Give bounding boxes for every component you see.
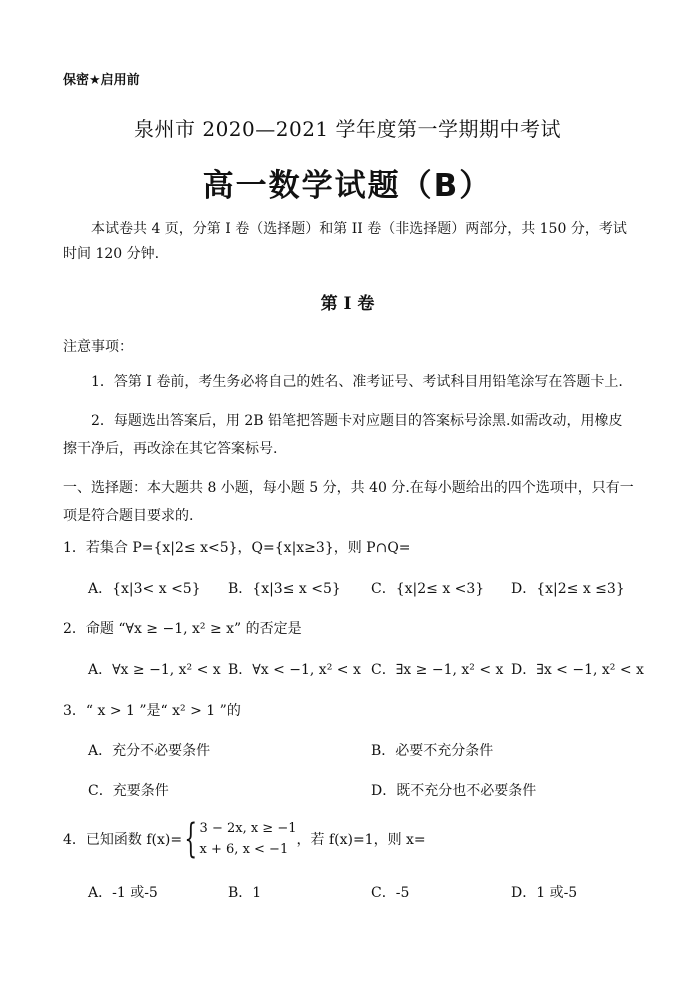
question-4-option-a: A．-1 或-5 xyxy=(88,885,158,901)
question-4-option-c: C．-5 xyxy=(371,885,410,901)
section-label: 一、选择题： xyxy=(63,480,147,496)
volume-heading: 第 I 卷 xyxy=(320,294,375,314)
confidential-label: 保密★启用前 xyxy=(63,73,140,88)
question-4-option-b: B．1 xyxy=(228,885,262,901)
piecewise-cases xyxy=(200,818,297,860)
question-3-option-b: B．必要不充分条件 xyxy=(371,743,494,759)
question-4-stem xyxy=(63,818,426,860)
question-3-option-c: C．充要条件 xyxy=(88,783,169,799)
exam-title: 高一数学试题（B） xyxy=(202,168,493,204)
notes-title: 注意事项： xyxy=(63,339,133,355)
left-brace-icon: { xyxy=(184,816,198,862)
question-2-option-b: B．∀x < −1, x² < x xyxy=(228,662,361,678)
note-item-2: 2．每题选出答案后，用 2B 铅笔把答题卡对应题目的答案标号涂黑.如需改动，用橡皮擦干净后，再改涂在其它答案标号. xyxy=(63,413,623,457)
question-3-option-d: D．既不充分也不必要条件 xyxy=(371,783,537,799)
section-instructions: 本大题共 8 小题，每小题 5 分，共 40 分.在每小题给出的四个选项中，只有一项是符合题目要求的. xyxy=(63,480,634,524)
note-item-1: 1．答第 I 卷前，考生务必将自己的姓名、准考证号、考试科目用铅笔涂写在答题卡上. xyxy=(91,374,623,390)
question-1-option-b: B．{x|3≤ x <5} xyxy=(228,581,341,597)
question-1-option-a: A．{x|3< x <5} xyxy=(88,581,201,597)
question-4-stem-suffix: ，若 f(x)=1，则 x= xyxy=(296,832,426,848)
question-2-option-a: A．∀x ≥ −1, x² < x xyxy=(88,662,221,678)
question-2-option-c: C．∃x ≥ −1, x² < x xyxy=(371,662,504,678)
question-3-option-a: A．充分不必要条件 xyxy=(88,743,211,759)
question-2-option-d: D．∃x < −1, x² < x xyxy=(511,662,644,678)
exam-header: 泉州市 2020—2021 学年度第一学期期中考试 xyxy=(133,117,561,141)
question-3-stem: 3．“ x > 1 ”是“ x² > 1 ”的 xyxy=(63,703,241,719)
question-1-option-d: D．{x|2≤ x ≤3} xyxy=(511,581,625,597)
piecewise-case-2: x + 6, x < −1 xyxy=(199,842,289,857)
question-2-stem: 2．命题 “∀x ≥ −1, x² ≥ x” 的否定是 xyxy=(63,621,302,637)
question-1-option-c: C．{x|2≤ x <3} xyxy=(371,581,485,597)
question-1-stem: 1．若集合 P={x|2≤ x<5}，Q={x|x≥3}，则 P∩Q= xyxy=(63,540,411,556)
exam-intro: 本试卷共 4 页，分第 I 卷（选择题）和第 II 卷（非选择题）两部分，共 150 分，考试时间 120 分钟. xyxy=(63,221,627,262)
question-4-stem-prefix: 4．已知函数 f(x)= xyxy=(63,832,183,848)
section-heading xyxy=(63,474,638,530)
piecewise-case-1: 3 − 2x, x ≥ −1 xyxy=(199,821,297,836)
question-4-option-d: D．1 或-5 xyxy=(511,885,578,901)
